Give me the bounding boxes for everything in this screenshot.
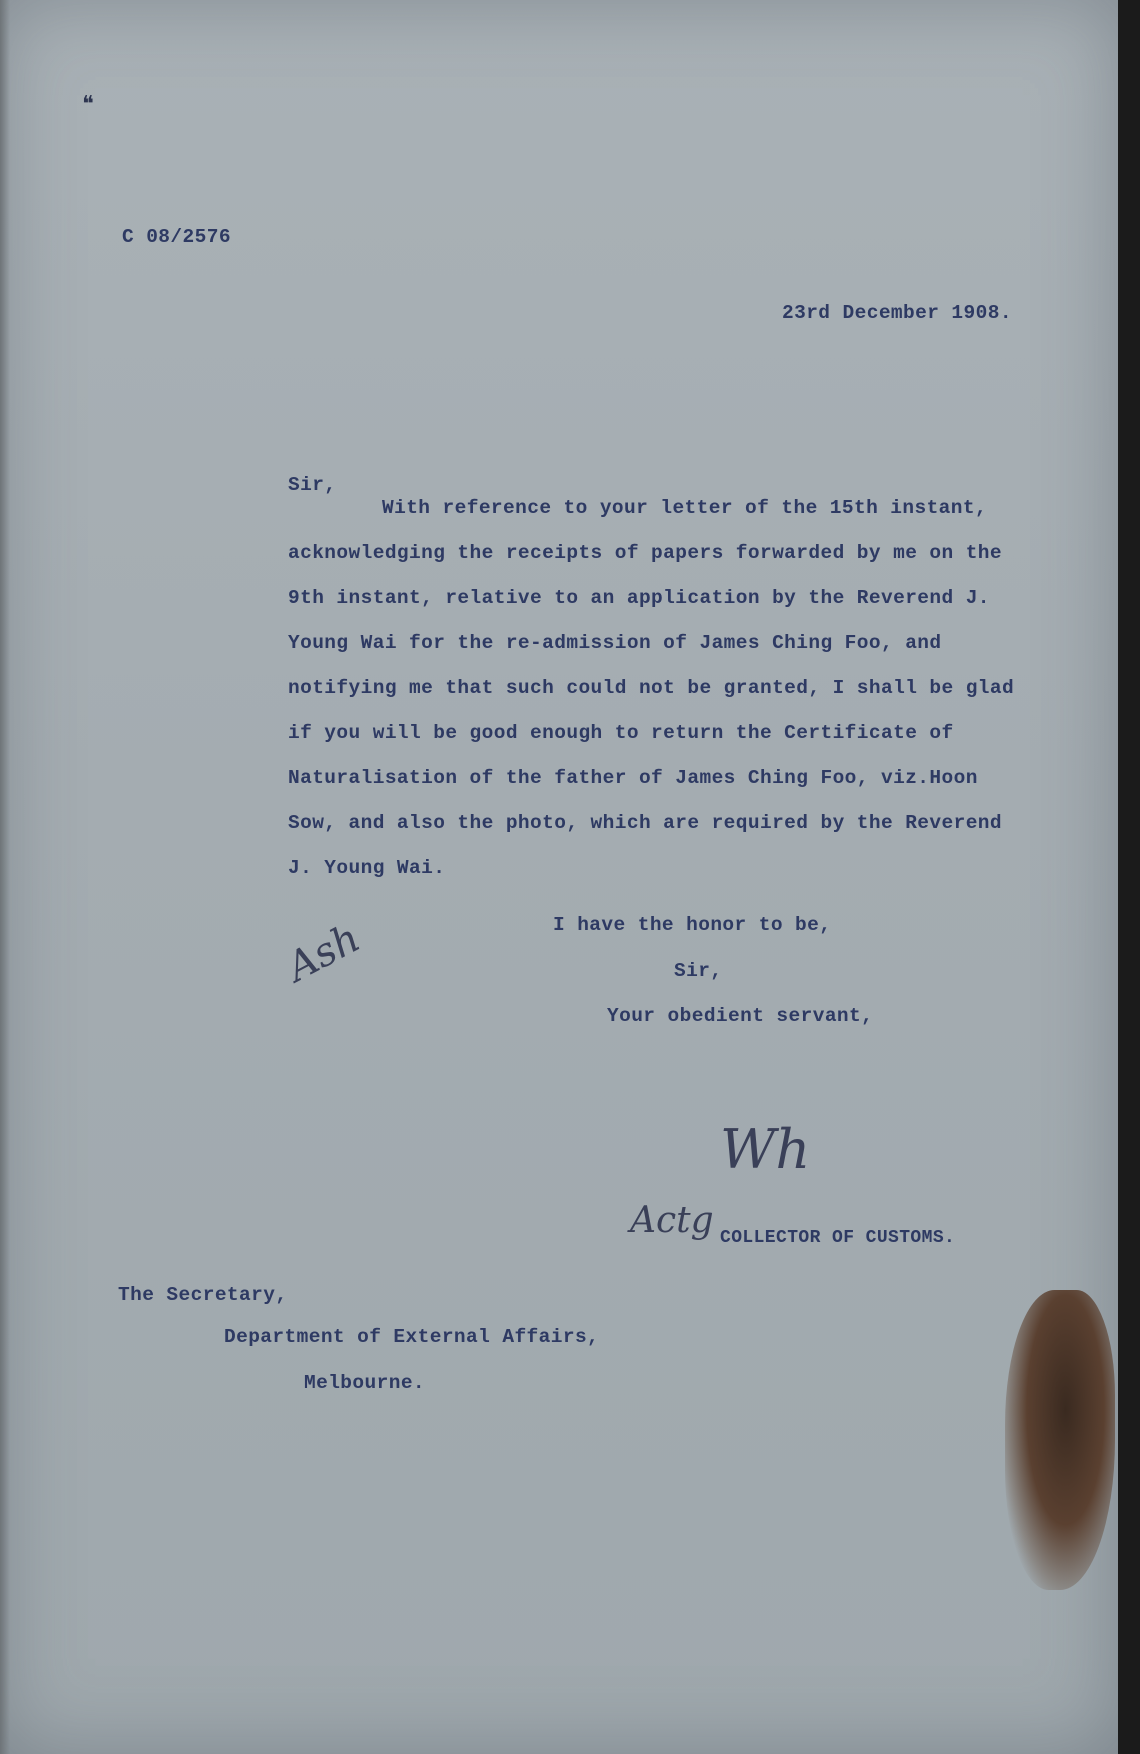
body-line: if you will be good enough to return the Certificate of <box>288 722 954 744</box>
handwritten-acting-prefix: Actg <box>630 1200 714 1241</box>
body-line: With reference to your letter of the 15th instant, <box>382 497 988 519</box>
scan-background-edge <box>1118 0 1140 1754</box>
file-reference: C 08/2576 <box>122 226 231 248</box>
salutation: Sir, <box>288 474 337 496</box>
body-line: Naturalisation of the father of James Ching Foo, viz.Hoon <box>288 767 978 789</box>
addressee-department: Department of External Affairs, <box>224 1326 600 1348</box>
paper-stain <box>1005 1290 1115 1590</box>
addressee-city: Melbourne. <box>304 1372 426 1394</box>
handwritten-signature: Wh <box>720 1118 811 1181</box>
signatory-title: COLLECTOR OF CUSTOMS. <box>720 1228 956 1248</box>
letter-date: 23rd December 1908. <box>782 302 1012 324</box>
closing-line: I have the honor to be, <box>553 914 832 936</box>
body-line: acknowledging the receipts of papers forwarded by me on the <box>288 542 1003 564</box>
handwritten-initials: Ash <box>279 915 368 991</box>
addressee-name: The Secretary, <box>118 1284 288 1306</box>
paper-left-edge <box>0 0 10 1754</box>
punch-mark-icon: ❝ <box>82 92 94 117</box>
body-line: 9th instant, relative to an application by the Reverend J. <box>288 587 990 609</box>
body-line: Young Wai for the re-admission of James Ching Foo, and <box>288 632 942 654</box>
body-line: Sow, and also the photo, which are required by the Reverend <box>288 812 1003 834</box>
body-line: J. Young Wai. <box>288 857 446 879</box>
body-line: notifying me that such could not be granted, I shall be glad <box>288 677 1015 699</box>
letter-body <box>288 486 1098 891</box>
closing-servant: Your obedient servant, <box>607 1005 874 1027</box>
closing-sir: Sir, <box>674 960 723 982</box>
